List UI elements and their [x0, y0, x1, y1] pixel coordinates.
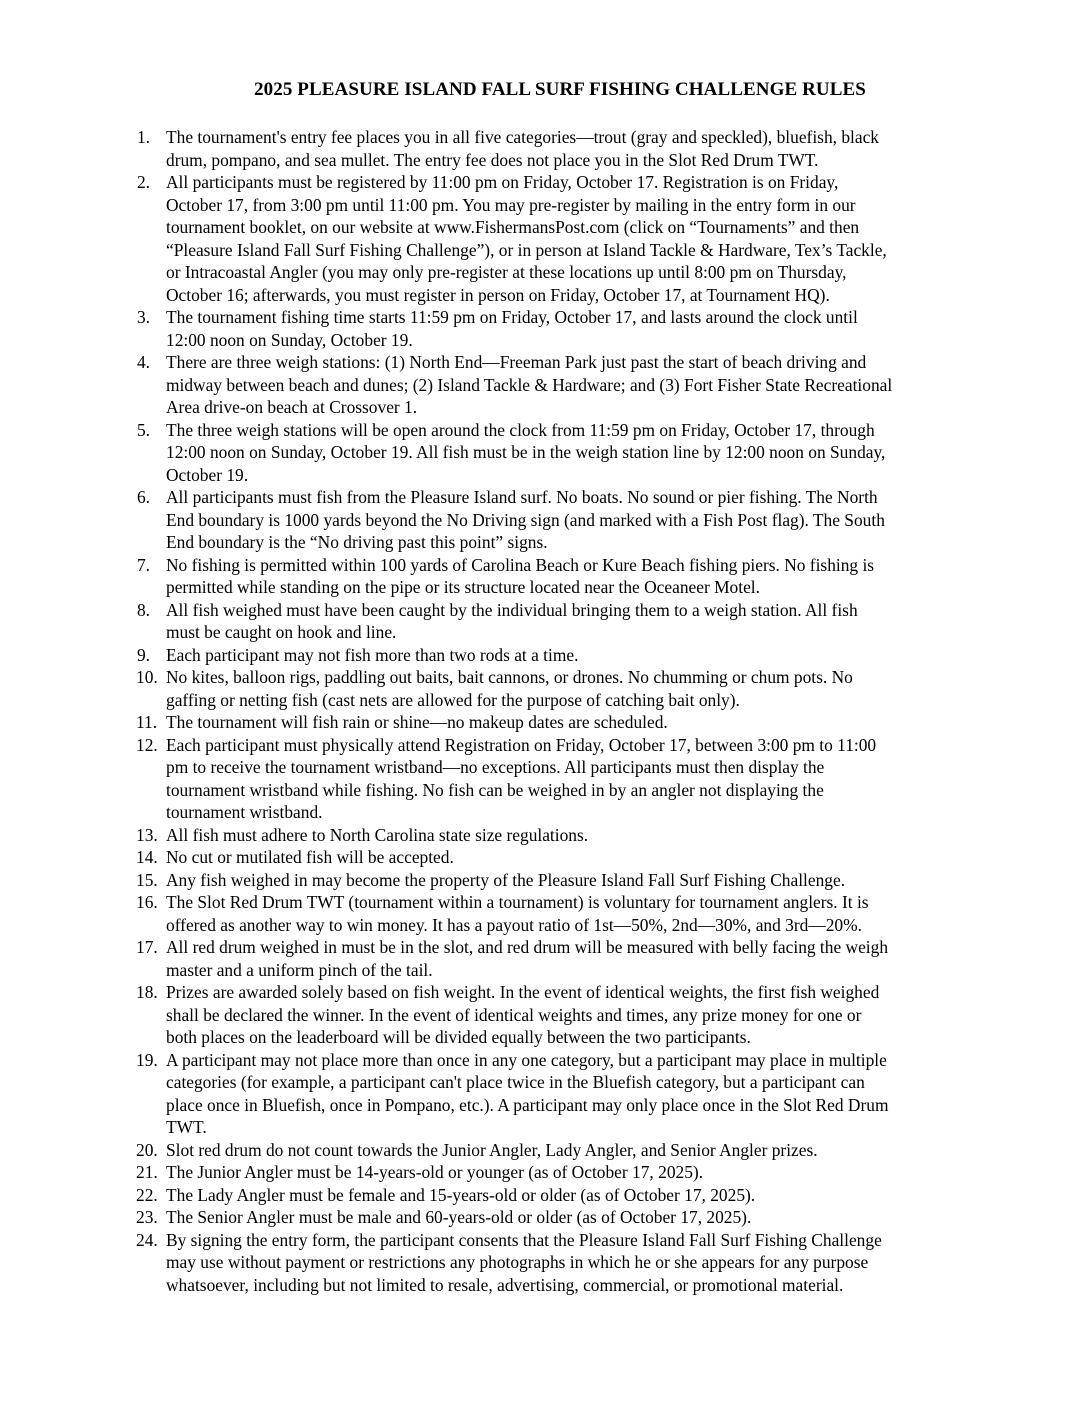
rule-line: All participants must fish from the Pleasure Island surf. No boats. No sound or pier fishing. The North	[166, 487, 878, 507]
rule-item	[136, 171, 986, 306]
rule-line: Slot red drum do not count towards the Junior Angler, Lady Angler, and Senior Angler prizes.	[166, 1139, 818, 1160]
rule-line: The Lady Angler must be female and 15-years-old or older (as of October 17, 2025).	[166, 1184, 756, 1205]
rule-line: tournament wristband.	[166, 802, 323, 822]
rule-line: Any fish weighed in may become the property of the Pleasure Island Fall Surf Fishing Challenge.	[166, 869, 846, 890]
rule-line: The Slot Red Drum TWT (tournament within a tournament) is voluntary for tournament anglers. It is	[166, 892, 869, 912]
rules-list	[136, 126, 986, 1296]
rule-item	[136, 599, 986, 644]
rule-line: place once in Bluefish, once in Pompano, etc.). A participant may only place once in the Slot Red Drum	[166, 1094, 889, 1115]
rule-line: both places on the leaderboard will be divided equally between the two participants.	[166, 1027, 751, 1047]
rule-line: End boundary is 1000 yards beyond the No Driving sign (and marked with a Fish Post flag). The South	[166, 509, 885, 530]
rule-number: 17.	[136, 937, 158, 957]
rule-text	[166, 869, 986, 892]
rule-text	[166, 1161, 986, 1184]
rule-number: 16.	[136, 892, 158, 912]
rule-line: Each participant may not fish more than two rods at a time.	[166, 644, 579, 665]
rule-text	[166, 936, 986, 981]
rule-item	[136, 419, 986, 487]
rule-item	[136, 1229, 986, 1297]
rule-line: The three weigh stations will be open around the clock from 11:59 pm on Friday, October 17, through	[166, 419, 875, 440]
rule-line: The Senior Angler must be male and 60-years-old or older (as of October 17, 2025).	[166, 1207, 752, 1227]
rule-line: whatsoever, including but not limited to resale, advertising, commercial, or promotional material.	[166, 1274, 844, 1295]
rule-line: All red drum weighed in must be in the slot, and red drum will be measured with belly facing the weigh	[166, 937, 889, 957]
page-title: 2025 PLEASURE ISLAND FALL SURF FISHING CHALLENGE RULES	[254, 79, 866, 100]
rule-number: 12.	[136, 734, 158, 755]
rule-number: 24.	[136, 1229, 158, 1250]
rule-item	[136, 1139, 986, 1162]
rule-line: offered as another way to win money. It has a payout ratio of 1st—50%, 2nd—30%, and 3rd—20%.	[166, 914, 862, 935]
rule-item	[136, 1161, 986, 1184]
rule-item	[136, 936, 986, 981]
rule-text	[166, 891, 986, 936]
rule-line: gaffing or netting fish (cast nets are allowed for the purpose of catching bait only).	[166, 689, 740, 710]
rule-item	[136, 126, 986, 171]
rule-line: tournament wristband while fishing. No fish can be weighed in by an angler not displaying the	[166, 779, 824, 800]
rule-item	[136, 846, 986, 869]
rule-number: 19.	[136, 1049, 158, 1070]
rule-line: 12:00 noon on Sunday, October 19.	[166, 329, 413, 350]
rule-number: 11.	[136, 712, 158, 732]
rule-text	[166, 1049, 986, 1139]
rule-item	[136, 891, 986, 936]
rule-line: Each participant must physically attend Registration on Friday, October 17, between 3:00 pm to 11:00	[166, 734, 877, 755]
rule-item	[136, 869, 986, 892]
rule-item	[136, 734, 986, 824]
rule-line: End boundary is the “No driving past this point” signs.	[166, 532, 548, 552]
rule-line: A participant may not place more than once in any one category, but a participant may place in multiple	[166, 1049, 887, 1070]
rule-item	[136, 644, 986, 667]
rule-number: 4.	[136, 352, 150, 372]
rule-item	[136, 711, 986, 734]
rule-line: The Junior Angler must be 14-years-old or younger (as of October 17, 2025).	[166, 1162, 704, 1182]
rule-text	[166, 644, 986, 667]
rule-line: permitted while standing on the pipe or its structure located near the Oceaneer Motel.	[166, 577, 760, 597]
rule-item	[136, 1184, 986, 1207]
rule-item	[136, 1049, 986, 1139]
rule-number: 15.	[136, 869, 158, 890]
rule-item	[136, 554, 986, 599]
rule-item	[136, 666, 986, 711]
rule-line: The tournament's entry fee places you in all five categories—trout (gray and speckled), bluefish, black	[166, 127, 879, 147]
rule-number: 6.	[136, 487, 150, 507]
rule-text	[166, 306, 986, 351]
rule-line: The tournament will fish rain or shine—no makeup dates are scheduled.	[166, 712, 668, 732]
rule-text	[166, 419, 986, 487]
rule-number: 18.	[136, 982, 158, 1002]
rule-text	[166, 734, 986, 824]
rule-number: 10.	[136, 667, 158, 687]
rule-line: October 16; afterwards, you must register in person on Friday, October 17, at Tournament HQ).	[166, 284, 830, 305]
rule-text	[166, 711, 986, 734]
rule-number: 9.	[136, 644, 150, 665]
rule-text	[166, 666, 986, 711]
rule-line: Prizes are awarded solely based on fish weight. In the event of identical weights, the first fish weighed	[166, 982, 880, 1002]
rule-line: All fish must adhere to North Carolina state size regulations.	[166, 824, 589, 845]
rule-line: may use without payment or restrictions any photographs in which he or she appears for any purpose	[166, 1252, 869, 1272]
rule-number: 1.	[136, 127, 150, 147]
rule-line: drum, pompano, and sea mullet. The entry fee does not place you in the Slot Red Drum TWT.	[166, 149, 819, 170]
rule-line: pm to receive the tournament wristband—no exceptions. All participants must then display the	[166, 757, 825, 777]
rule-line: Area drive-on beach at Crossover 1.	[166, 397, 418, 417]
rule-line: categories (for example, a participant can't place twice in the Bluefish category, but a participant can	[166, 1072, 865, 1092]
rule-line: must be caught on hook and line.	[166, 622, 397, 642]
rule-text	[166, 1229, 986, 1297]
rule-line: tournament booklet, on our website at www.FishermansPost.com (click on “Tournaments” and then	[166, 217, 860, 237]
rule-text	[166, 1184, 986, 1207]
rule-line: October 19.	[166, 464, 249, 485]
rule-number: 13.	[136, 824, 158, 845]
rule-item	[136, 824, 986, 847]
rule-number: 8.	[136, 599, 150, 620]
rule-item	[136, 306, 986, 351]
rule-text	[166, 1139, 986, 1162]
rule-number: 3.	[136, 307, 150, 327]
rule-line: There are three weigh stations: (1) North End—Freeman Park just past the start of beach driving and	[166, 352, 867, 372]
rule-item	[136, 351, 986, 419]
rule-item	[136, 1206, 986, 1229]
rule-line: All fish weighed must have been caught by the individual bringing them to a weigh station. All fish	[166, 599, 858, 620]
rule-line: By signing the entry form, the participant consents that the Pleasure Island Fall Surf Fishing Challenge	[166, 1229, 882, 1250]
rule-line: No cut or mutilated fish will be accepted.	[166, 847, 454, 867]
rule-line: The tournament fishing time starts 11:59 pm on Friday, October 17, and lasts around the clock until	[166, 307, 858, 327]
rule-number: 22.	[136, 1184, 158, 1205]
rule-text	[166, 846, 986, 869]
rule-number: 5.	[136, 419, 150, 440]
rule-number: 23.	[136, 1207, 158, 1227]
rule-text	[166, 824, 986, 847]
rule-item	[136, 486, 986, 554]
rule-text	[166, 351, 986, 419]
rule-line: October 17, from 3:00 pm until 11:00 pm. You may pre-register by mailing in the entry form in our	[166, 194, 856, 215]
rule-number: 21.	[136, 1162, 158, 1182]
rule-number: 2.	[136, 172, 150, 192]
rule-text	[166, 1206, 986, 1229]
rule-line: master and a uniform pinch of the tail.	[166, 959, 433, 980]
rule-item	[136, 981, 986, 1049]
rule-number: 20.	[136, 1139, 158, 1160]
rule-text	[166, 599, 986, 644]
rule-line: 12:00 noon on Sunday, October 19. All fish must be in the weigh station line by 12:00 noon on Sunday,	[166, 442, 886, 462]
rule-text	[166, 981, 986, 1049]
rule-line: or Intracoastal Angler (you may only pre-register at these locations up until 8:00 pm on Thursday,	[166, 262, 847, 282]
rule-line: No fishing is permitted within 100 yards of Carolina Beach or Kure Beach fishing piers. No fishing is	[166, 554, 875, 575]
rule-line: TWT.	[166, 1117, 207, 1137]
rule-line: shall be declared the winner. In the event of identical weights and times, any prize money for one or	[166, 1004, 862, 1025]
rule-number: 14.	[136, 847, 158, 867]
rule-line: No kites, balloon rigs, paddling out baits, bait cannons, or drones. No chumming or chum pots. No	[166, 667, 853, 687]
rule-line: All participants must be registered by 11:00 pm on Friday, October 17. Registration is on Friday,	[166, 172, 839, 192]
rule-number: 7.	[136, 554, 150, 575]
rule-line: “Pleasure Island Fall Surf Fishing Challenge”), or in person at Island Tackle & Hardware, Tex’s Tackle,	[166, 239, 887, 260]
rule-text	[166, 486, 986, 554]
rule-text	[166, 126, 986, 171]
rule-line: midway between beach and dunes; (2) Island Tackle & Hardware; and (3) Fort Fisher State Recreational	[166, 374, 893, 395]
rule-text	[166, 554, 986, 599]
rule-text	[166, 171, 986, 306]
